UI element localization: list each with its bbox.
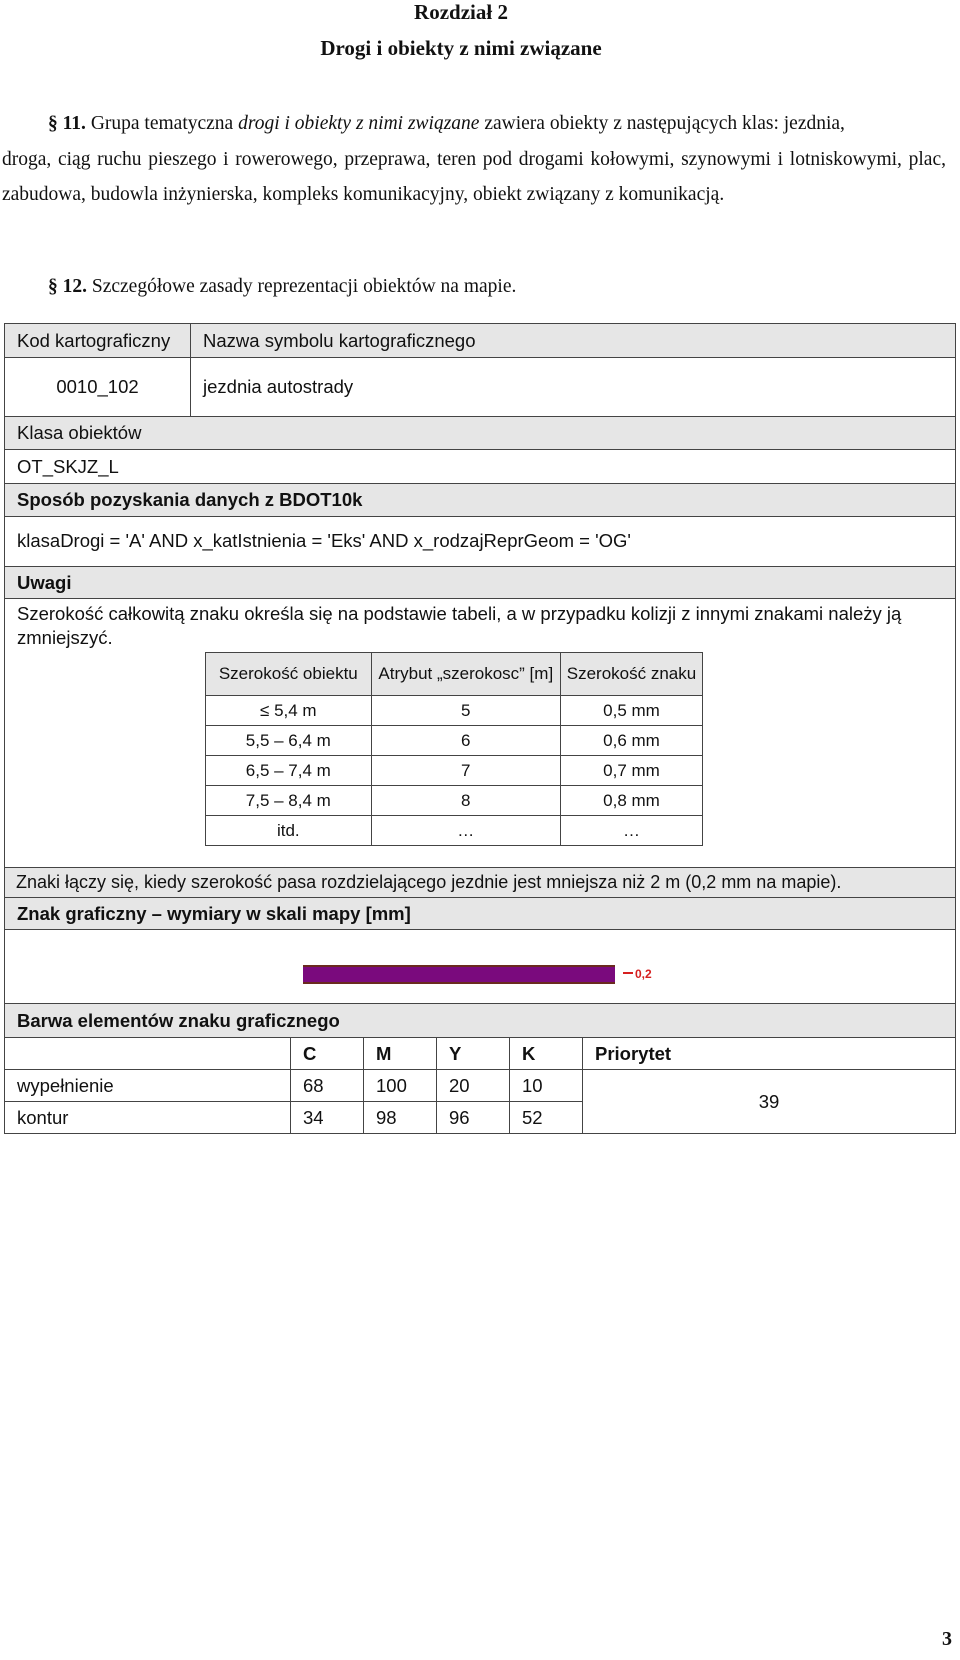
table-cell: 0,5 mm	[560, 696, 702, 726]
code-value: 0010_102	[5, 357, 191, 417]
table-cell: …	[371, 816, 560, 846]
section-12-text: Szczegółowe zasady reprezentacji obiektów na mapie.	[91, 276, 517, 297]
section-12-sign: § 12.	[48, 276, 87, 297]
table-row	[5, 1070, 956, 1102]
color-header-row	[4, 1003, 956, 1038]
section-11-lead: Grupa tematyczna	[90, 113, 234, 134]
cmyk-header-priority: Priorytet	[583, 1038, 956, 1070]
symbol-graphic	[5, 929, 955, 1004]
class-header-row	[4, 416, 956, 450]
cmyk-header-k: K	[510, 1038, 583, 1070]
code-header: Kod kartograficzny	[5, 324, 191, 357]
dimension-label: 0,2	[635, 967, 652, 981]
table-cell: 5,5 – 6,4 m	[206, 726, 372, 756]
symbol-drawing-area	[4, 929, 956, 1004]
table-cell: …	[560, 816, 702, 846]
symbol-header: Znak graficzny – wymiary w skali mapy [mm]	[17, 902, 411, 924]
page-number: 3	[942, 1628, 952, 1650]
cmyk-header-y: Y	[437, 1038, 510, 1070]
cmyk-m: 100	[364, 1070, 437, 1102]
table-row	[206, 756, 703, 786]
section-11-paragraph	[2, 106, 946, 213]
notes-text: Szerokość całkowitą znaku określa się na podstawie tabeli, a w przypadku kolizji z innymi znakami należy ją zmniejszyć.	[17, 603, 902, 648]
road-symbol-outline-top	[303, 965, 615, 967]
section-11-rest: droga, ciąg ruchu pieszego i rowerowego, przeprawa, teren pod drogami kołowymi, szynowymi i lotniskowymi, plac, zabudowa, budowla inżynierska, kompleks komunikacyjny, obiekt związany z komunikacją.	[2, 148, 946, 205]
section-11-sign: § 11.	[48, 113, 86, 134]
cmyk-k: 10	[510, 1070, 583, 1102]
table-row	[206, 696, 703, 726]
table-cell: itd.	[206, 816, 372, 846]
notes-body	[4, 598, 956, 868]
symbol-header-row	[4, 897, 956, 930]
cmyk-header-c: C	[291, 1038, 364, 1070]
width-table-header-row	[206, 653, 703, 696]
table-cell: 0,6 mm	[560, 726, 702, 756]
width-table-header: Szerokość znaku	[560, 653, 702, 696]
notes-footer-row	[4, 867, 956, 898]
section-11-line1: zawiera obiekty z następujących klas: jezdnia,	[484, 113, 845, 134]
acq-value: klasaDrogi = 'A' AND x_katIstnienia = 'Eks' AND x_rodzajReprGeom = 'OG'	[17, 530, 631, 551]
table-cell: 7,5 – 8,4 m	[206, 786, 372, 816]
table-row	[206, 816, 703, 846]
class-value: OT_SKJZ_L	[17, 456, 119, 477]
width-table	[205, 652, 703, 846]
color-header: Barwa elementów znaku graficznego	[17, 1009, 340, 1031]
table-cell: ≤ 5,4 m	[206, 696, 372, 726]
cmyk-m: 98	[364, 1102, 437, 1134]
acq-header-row	[4, 483, 956, 517]
acq-value-row	[4, 516, 956, 566]
section-11-italic: drogi i obiekty z nimi związane	[238, 113, 480, 134]
name-header: Nazwa symbolu kartograficznego	[203, 329, 476, 351]
road-symbol-bar	[303, 966, 615, 983]
class-header: Klasa obiektów	[17, 422, 142, 443]
section-12-paragraph	[2, 269, 946, 305]
table-cell: 0,8 mm	[560, 786, 702, 816]
notes-header: Uwagi	[17, 571, 72, 593]
chapter-title: Drogi i obiekty z nimi związane	[320, 36, 602, 60]
notes-header-row	[4, 566, 956, 599]
cmyk-y: 20	[437, 1070, 510, 1102]
width-table-header: Atrybut „szerokosc” [m]	[371, 653, 560, 696]
width-table-header: Szerokość obiektu	[206, 653, 372, 696]
cmyk-header-row	[5, 1038, 956, 1070]
table-cell: 7	[371, 756, 560, 786]
cmyk-row-label: wypełnienie	[5, 1070, 291, 1102]
table-cell: 5	[371, 696, 560, 726]
table-cell: 8	[371, 786, 560, 816]
table-cell: 6	[371, 726, 560, 756]
acq-header: Sposób pozyskania danych z BDOT10k	[17, 489, 363, 510]
cmyk-k: 52	[510, 1102, 583, 1134]
class-value-row	[4, 449, 956, 485]
cmyk-header-empty	[5, 1038, 291, 1070]
notes-footer: Znaki łączy się, kiedy szerokość pasa rozdzielającego jezdnie jest mniejsza niż 2 m (0,2 mm na mapie).	[16, 872, 842, 892]
table-row	[206, 786, 703, 816]
table-cell: 6,5 – 7,4 m	[206, 756, 372, 786]
table-cell: 0,7 mm	[560, 756, 702, 786]
cmyk-row-label: kontur	[5, 1102, 291, 1134]
cmyk-c: 68	[291, 1070, 364, 1102]
name-value: jezdnia autostrady	[203, 376, 354, 397]
code-header-row	[4, 323, 956, 358]
chapter-label: Rozdział 2	[414, 0, 508, 24]
road-symbol-outline-bottom	[303, 982, 615, 984]
code-value-row	[4, 357, 956, 417]
cmyk-table	[4, 1037, 956, 1134]
table-row	[206, 726, 703, 756]
cmyk-c: 34	[291, 1102, 364, 1134]
cmyk-header-m: M	[364, 1038, 437, 1070]
cmyk-y: 96	[437, 1102, 510, 1134]
cmyk-priority: 39	[583, 1070, 956, 1134]
